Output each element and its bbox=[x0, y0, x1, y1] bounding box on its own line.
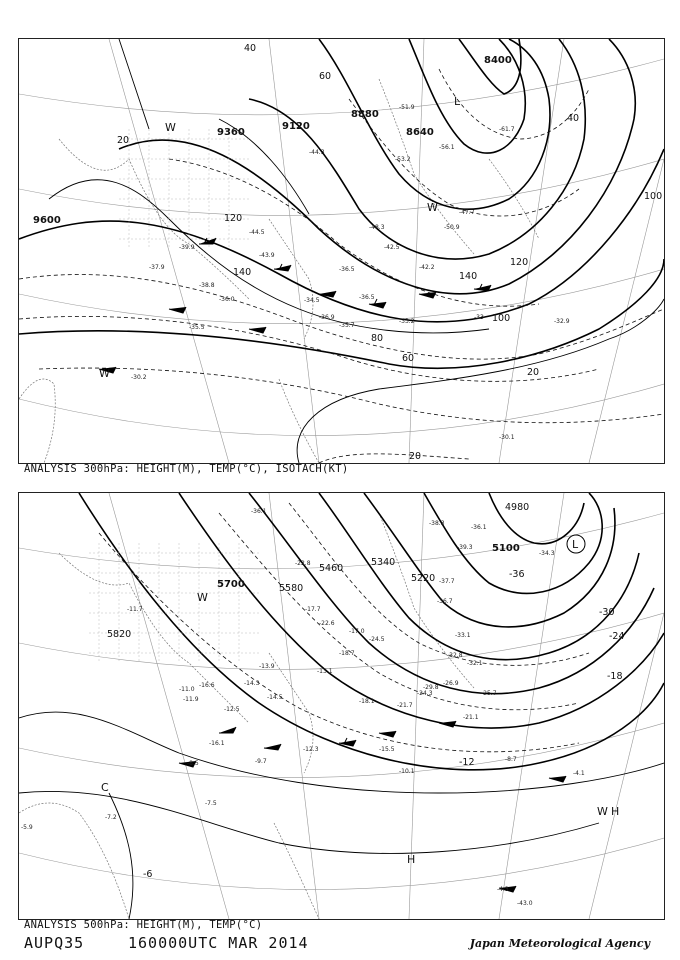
temp-sample: -36.7 bbox=[437, 598, 453, 605]
height-label-9120: 9120 bbox=[282, 121, 310, 132]
height-label-4980: 4980 bbox=[505, 502, 530, 513]
temp-sample: -21.1 bbox=[463, 714, 479, 721]
temp-sample: -36.5 bbox=[359, 294, 375, 301]
analysis-500hpa-map bbox=[18, 492, 665, 920]
temp-sample: -12.3 bbox=[303, 746, 319, 753]
isotach-label: 80 bbox=[371, 333, 384, 344]
temp-sample: -4.1 bbox=[573, 770, 585, 777]
temp-sample: -30.2 bbox=[131, 374, 147, 381]
isotach-label: 140 bbox=[459, 271, 478, 282]
temp-sample: -21.7 bbox=[397, 702, 413, 709]
graticule-500 bbox=[19, 493, 664, 919]
height-label-9600: 9600 bbox=[33, 215, 61, 226]
temp-label: -24 bbox=[609, 631, 625, 642]
temp-sample: -50.9 bbox=[444, 224, 460, 231]
map-300-svg bbox=[19, 39, 664, 463]
height-label-8400: 8400 bbox=[484, 55, 512, 66]
temp-samples-300 bbox=[131, 104, 570, 441]
temp-sample: -53.2 bbox=[395, 156, 411, 163]
product-code: AUPQ35 bbox=[24, 934, 85, 952]
height-label-8640: 8640 bbox=[406, 127, 434, 138]
isotach-label: 100 bbox=[644, 191, 663, 202]
temp-sample: -7.5 bbox=[205, 800, 217, 807]
temp-sample: -11.7 bbox=[127, 606, 143, 613]
temp-sample: -36.1 bbox=[251, 508, 267, 515]
temp-sample: -8.5 bbox=[187, 760, 199, 767]
height-label-5700: 5700 bbox=[217, 579, 245, 590]
temp-sample: -56.1 bbox=[439, 144, 455, 151]
temp-sample: -5.9 bbox=[21, 824, 33, 831]
temp-sample: -13.1 bbox=[317, 668, 333, 675]
temp-sample: -15.5 bbox=[379, 746, 395, 753]
isotach-label: 120 bbox=[510, 257, 529, 268]
isotach-label: 100 bbox=[492, 313, 511, 324]
height-label-5580: 5580 bbox=[279, 583, 304, 594]
wind-max-symbol: W bbox=[197, 591, 208, 604]
temp-sample: -37.7 bbox=[439, 578, 455, 585]
temp-sample: -39.3 bbox=[457, 544, 473, 551]
cold-center-symbol: C bbox=[101, 781, 109, 794]
isotach-label: 120 bbox=[224, 213, 243, 224]
temp-sample: -32.9 bbox=[554, 318, 570, 325]
temp-label: -30 bbox=[599, 607, 615, 618]
temp-sample: -47.7 bbox=[459, 209, 475, 216]
temp-sample: -48.3 bbox=[369, 224, 385, 231]
temp-sample: -22.8 bbox=[295, 560, 311, 567]
temp-sample: -16.1 bbox=[209, 740, 225, 747]
temp-sample: -10.1 bbox=[399, 768, 415, 775]
temp-sample: -7.2 bbox=[105, 814, 117, 821]
temp-sample: -37.9 bbox=[149, 264, 165, 271]
isotach-label: 60 bbox=[319, 71, 332, 82]
wind-max-symbol: W bbox=[165, 121, 176, 134]
temp-sample: -35.7 bbox=[339, 322, 355, 329]
temp-sample: -14.3 bbox=[244, 680, 260, 687]
temp-sample: -9.7 bbox=[255, 758, 267, 765]
temp-sample: -36.5 bbox=[339, 266, 355, 273]
isotach-label: 20 bbox=[117, 135, 130, 146]
temp-sample: -34.5 bbox=[304, 297, 320, 304]
isotach-label: 20 bbox=[527, 367, 540, 378]
wind-max-symbol: W bbox=[99, 367, 110, 380]
temp-label: -36 bbox=[509, 569, 525, 580]
isotach-label: 60 bbox=[402, 353, 415, 364]
temp-sample: -30.1 bbox=[499, 434, 515, 441]
temp-sample: -22.6 bbox=[319, 620, 335, 627]
isotach-label: 40 bbox=[567, 113, 580, 124]
analysis-300hpa-map bbox=[18, 38, 665, 464]
wind-max-symbol: W bbox=[597, 805, 608, 818]
height-label-9360: 9360 bbox=[217, 127, 245, 138]
temp-sample: -13.9 bbox=[259, 663, 275, 670]
high-center-symbol: H bbox=[407, 853, 416, 866]
temp-sample: -39.9 bbox=[179, 244, 195, 251]
temp-label: -12 bbox=[459, 757, 475, 768]
temp-sample: -35.5 bbox=[189, 324, 205, 331]
low-center-symbol: L bbox=[572, 538, 579, 551]
temp-sample: -17.7 bbox=[305, 606, 321, 613]
temp-sample: -36.1 bbox=[471, 524, 487, 531]
height-labels-300 bbox=[33, 55, 512, 226]
temp-sample: -51.9 bbox=[399, 104, 415, 111]
temp-sample: -26.9 bbox=[443, 680, 459, 687]
temp-sample: -18.1 bbox=[359, 698, 375, 705]
temp-sample: -44.3 bbox=[309, 149, 325, 156]
caption-500hpa: ANALYSIS 500hPa: HEIGHT(M), TEMP(°C) bbox=[24, 919, 263, 931]
height-label-5340: 5340 bbox=[371, 557, 396, 568]
temp-sample: -11.0 bbox=[179, 686, 195, 693]
temp-sample: -38.3 bbox=[429, 520, 445, 527]
temp-sample: -29.8 bbox=[423, 684, 439, 691]
agency-name: Japan Meteorological Agency bbox=[469, 937, 650, 950]
temp-sample: -34.3 bbox=[539, 550, 555, 557]
temp-label: -18 bbox=[607, 671, 623, 682]
temp-label: -6 bbox=[143, 869, 153, 880]
low-center-symbol: L bbox=[454, 95, 461, 108]
temp-sample: -43.0 bbox=[517, 900, 533, 907]
temp-sample: -33.1 bbox=[455, 632, 471, 639]
temp-sample: -36.0 bbox=[219, 296, 235, 303]
temp-sample: -33.2 bbox=[399, 318, 415, 325]
temp-sample: -38.8 bbox=[199, 282, 215, 289]
temp-sample: -12.5 bbox=[224, 706, 240, 713]
temp-sample: -42.2 bbox=[419, 264, 435, 271]
temp-sample: -43.9 bbox=[259, 252, 275, 259]
temp-sample: -32.8 bbox=[447, 652, 463, 659]
height-label-5460: 5460 bbox=[319, 563, 344, 574]
temp-sample: -8.7 bbox=[505, 756, 517, 763]
temp-sample: -24.3 bbox=[417, 690, 433, 697]
high-center-symbol: H bbox=[611, 805, 620, 818]
temp-sample: -36.9 bbox=[319, 314, 335, 321]
height-label-5220: 5220 bbox=[411, 573, 436, 584]
height-label-8880: 8880 bbox=[351, 109, 379, 120]
temp-sample: -25.7 bbox=[481, 690, 497, 697]
temp-sample: -4.3 bbox=[497, 886, 509, 893]
wind-barbs-500 bbox=[179, 721, 566, 892]
temp-sample: -17.0 bbox=[349, 628, 365, 635]
temp-sample: -16.6 bbox=[199, 682, 215, 689]
temp-sample: -18.7 bbox=[339, 650, 355, 657]
map-500-svg bbox=[19, 493, 664, 919]
terrain-hatch-300 bbox=[119, 129, 249, 249]
temp-sample: -11.9 bbox=[183, 696, 199, 703]
height-label-5100: 5100 bbox=[492, 543, 520, 554]
isotach-label: 20 bbox=[409, 451, 422, 462]
temp-sample: -42.5 bbox=[384, 244, 400, 251]
isotach-label: 140 bbox=[233, 267, 252, 278]
issue-time: 160000UTC MAR 2014 bbox=[128, 934, 309, 952]
isotach-label: 40 bbox=[244, 43, 257, 54]
wind-max-symbol: W bbox=[427, 201, 438, 214]
temp-sample: -14.5 bbox=[267, 694, 283, 701]
height-label-5820: 5820 bbox=[107, 629, 132, 640]
temp-sample: -44.5 bbox=[249, 229, 265, 236]
temp-sample: -32.1 bbox=[467, 660, 483, 667]
temp-sample: -24.5 bbox=[369, 636, 385, 643]
caption-300hpa: ANALYSIS 300hPa: HEIGHT(M), TEMP(°C), ISOTACH(KT) bbox=[24, 463, 349, 475]
temp-sample: -61.7 bbox=[499, 126, 515, 133]
temp-sample: -33 bbox=[474, 314, 484, 321]
